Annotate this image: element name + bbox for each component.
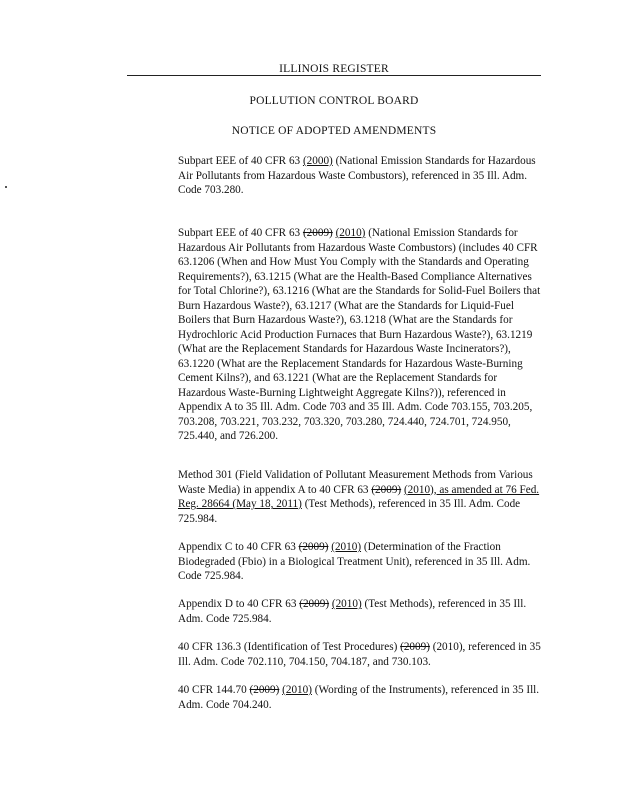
entry-text: Appendix C to 40 CFR 63 <box>178 541 299 553</box>
entry-text: (National Emission Standards for Hazardous Air Pollutants from Hazardous Waste Combustors), referenced in 35 Ill. Adm. Code 703.280. <box>178 155 536 196</box>
inserted-text: (2010), as amended at 76 Fed. Reg. 28664 (May 18, 2011) <box>178 483 540 510</box>
reference-entry-7 <box>178 683 542 712</box>
entry-text: Subpart EEE of 40 CFR 63 <box>178 155 303 167</box>
deleted-text: (2009) <box>298 541 329 553</box>
reference-entry-4 <box>178 540 542 584</box>
reference-entry-1 <box>178 154 542 198</box>
inserted-text: (2010) <box>331 598 362 610</box>
stray-mark <box>5 186 7 188</box>
inserted-text: (2010) <box>331 541 362 553</box>
entry-text: Appendix D to 40 CFR 63 <box>178 598 300 610</box>
deleted-text: (2009) <box>249 684 280 696</box>
deleted-text: (2009) <box>299 598 330 610</box>
entry-text: (Test Methods), referenced in 35 Ill. Adm. Code 725.984. <box>178 598 527 625</box>
reference-entry-5 <box>178 597 542 626</box>
reference-entry-3 <box>178 468 542 526</box>
entry-text: Method 301 (Field Validation of Pollutant Measurement Methods from Various Waste Media) in appendix A to 40 CFR 63 <box>178 469 533 496</box>
entry-text: 40 CFR 144.70 <box>178 684 250 696</box>
register-header: ILLINOIS REGISTER <box>127 63 541 76</box>
entry-text: (2010), referenced in 35 Ill. Adm. Code 702.110, 704.150, 704.187, and 730.103. <box>178 641 541 668</box>
deleted-text: (2009) <box>400 641 430 653</box>
inserted-text: (2000) <box>302 155 333 167</box>
entry-text: 40 CFR 136.3 (Identification of Test Procedures) <box>178 641 401 653</box>
entry-text: (National Emission Standards for Hazardous Air Pollutants from Hazardous Waste Combustors) (includes 40 CFR 63.1206 (When and How Must You Comply with the Standards and Operating Requirements?), 63.1215 (What are the Health-Based Compliance Alternatives for Total Chlorine?), 63.1216 (What are the Standards for Solid-Fuel Boilers that Burn Hazardous Waste?), 63.1217 (What are the Standards for Liquid-Fuel Boilers that Burn Hazardous Waste?), 63.1218 (What are the Standards for Hydrochloric Acid Production Furnaces that Burn Hazardous Waste?), 63.1219 (What are the Replacement Standards for Hazardous Waste Incinerators?), 63.1220 (What are the Replacement Standards for Hazardous Waste-Burning Cement Kilns?), and 63.1221 (What are the Replacement Standards for Hazardous Waste-Burning Lightweight Aggregate Kilns?)), referenced in Appendix A to 35 Ill. Adm. Code 703 and 35 Ill. Adm. Code 703.155, 703.205, 703.208, 703.221, 703.232, 703.320, 703.280, 724.440, 724.701, 724.950, 725.440, and 726.200. <box>178 227 541 442</box>
reference-entry-2 <box>178 226 542 444</box>
entry-text: (Wording of the Instruments), referenced in 35 Ill. Adm. Code 704.240. <box>178 684 540 711</box>
reference-entry-6 <box>178 640 542 669</box>
board-name: POLLUTION CONTROL BOARD <box>249 95 419 107</box>
entry-text: (Determination of the Fraction Biodegraded (Fbio) in a Biological Treatment Unit), referenced in 35 Ill. Adm. Code 725.984. <box>178 541 531 582</box>
deleted-text: (2009) <box>371 483 402 496</box>
inserted-text: (2010) <box>282 684 312 696</box>
deleted-text: (2009) <box>302 227 333 239</box>
entry-text: (Test Methods), referenced in 35 Ill. Adm. Code 725.984. <box>178 498 521 525</box>
inserted-text: (2010) <box>335 227 366 239</box>
entry-text: Subpart EEE of 40 CFR 63 <box>178 227 303 239</box>
notice-title: NOTICE OF ADOPTED AMENDMENTS <box>231 125 437 137</box>
